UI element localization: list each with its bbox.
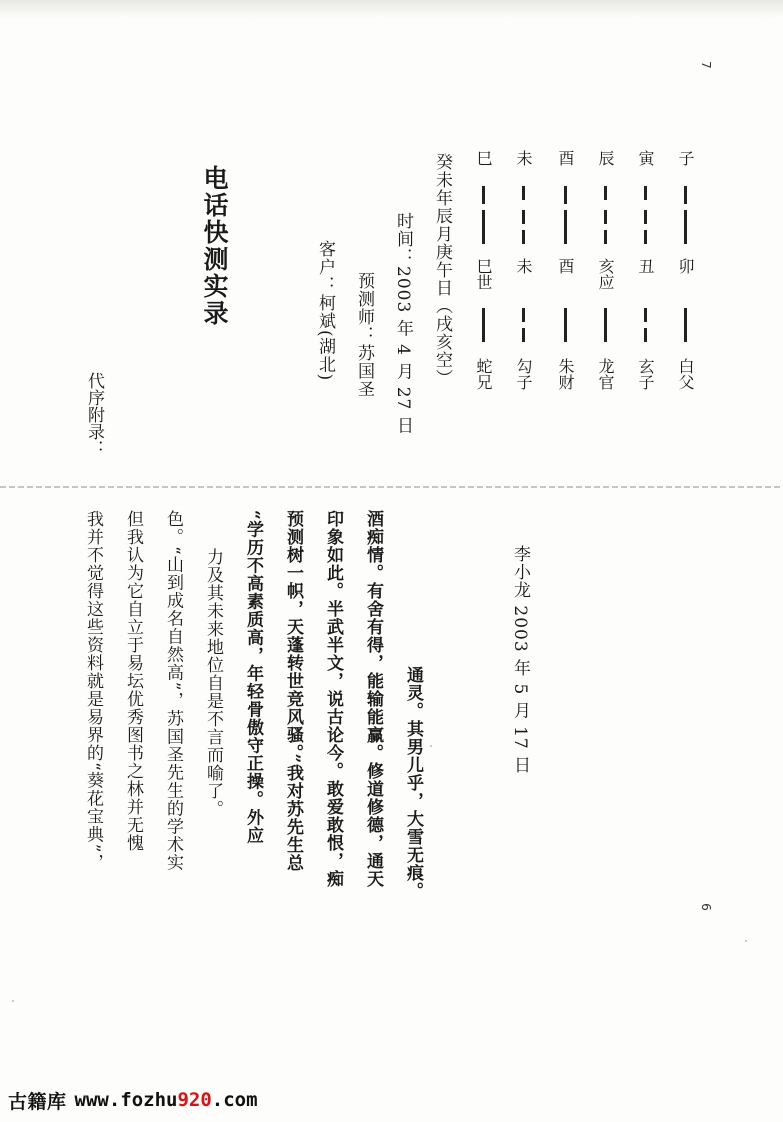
hexagram-branch: 辰: [596, 150, 615, 166]
hexagram-mark: 亥应: [596, 258, 615, 290]
poem-line-3: 印象如此。半武半文，说古论今。敢爱敢恨，痴: [323, 510, 343, 888]
time-line: 时间：2003 年 4 月 27 日: [393, 212, 413, 435]
poem-line-2: 预测树一帜，天蓬转世竞风骚。”我对苏先生总: [283, 510, 303, 873]
scan-shadow: [0, 0, 783, 18]
hexagram-branch: 巳: [474, 150, 493, 166]
poem-line-1: “学历不高素质高，年轻骨傲守正操。外应: [243, 510, 263, 845]
hexagram-branch: 未: [514, 150, 533, 166]
hexagram-line: [684, 186, 687, 204]
hexagram-branch: 酉: [556, 150, 575, 166]
watermark-domain-suffix: .com: [211, 1089, 258, 1111]
hexagram-spirit: 蛇兄: [474, 358, 493, 390]
hexagram-mark: 巳世: [474, 258, 493, 290]
hexagram-line: [604, 186, 607, 204]
hexagram-spirit: 龙官: [596, 358, 615, 390]
page-fold: [0, 486, 783, 488]
page-number-bottom: 6: [698, 903, 713, 911]
hexagram-branch: 子: [676, 150, 695, 166]
signature: 李小龙 2003 年 5 月 17 日: [510, 545, 530, 775]
preface-title: 代序附录：: [84, 372, 104, 457]
page-title: 电话快测实录: [200, 165, 229, 327]
hexagram-spirit: 勾子: [514, 358, 533, 390]
hexagram-line: [644, 308, 647, 342]
scan-speck: [12, 1000, 14, 1002]
client-line: 客户：柯斌(湖北): [315, 240, 335, 382]
page-number-top: 7: [698, 61, 713, 69]
hexagram-line: [482, 210, 485, 244]
watermark-name: 古籍库: [8, 1090, 67, 1113]
hexagram-branch: 寅: [636, 150, 655, 166]
hexagram-spirit: 朱财: [556, 358, 575, 390]
watermark-domain-number: 920: [177, 1089, 212, 1111]
poem-line-5: 通灵。其男儿乎，大雪无痕。: [403, 666, 423, 900]
hexagram-spirit: 玄子: [636, 358, 655, 390]
hexagram-line: [522, 210, 525, 244]
hexagram-line: [684, 308, 687, 342]
hexagram-line: [482, 308, 485, 342]
hexagram-line: [564, 210, 567, 244]
paragraph-line-3: 色。“山到成名自然高”，苏国圣先生的学术实: [163, 510, 183, 872]
hexagram-line: [684, 210, 687, 244]
hexagram-mark: 丑: [636, 258, 655, 274]
scan-speck: [430, 745, 432, 747]
hexagram-line: [522, 186, 525, 204]
watermark-domain-prefix: www.fozhu: [74, 1089, 178, 1111]
hexagram-line: [604, 308, 607, 342]
forecaster-line: 预测师：苏国圣: [354, 272, 374, 398]
hexagram-mark: 未: [514, 258, 533, 274]
hexagram-line: [522, 308, 525, 342]
watermark-domain: [75, 1089, 258, 1111]
hexagram-line: [564, 186, 567, 204]
hexagram-mark: 卯: [676, 258, 695, 274]
hexagram-line: [644, 186, 647, 204]
paragraph-line-2: 但我认为它自立于易坛优秀图书之林并无愧: [123, 510, 143, 852]
scan-speck: [745, 940, 747, 942]
hexagram-line: [604, 210, 607, 244]
hexagram-line: [564, 308, 567, 342]
hexagram-line: [644, 210, 647, 244]
paragraph-line-1: 我并不觉得这些资料就是易界的“葵花宝典”，: [83, 510, 103, 872]
site-watermark: [0, 1080, 308, 1120]
hexagram-line: [482, 186, 485, 204]
hexagram-mark: 酉: [556, 258, 575, 274]
paragraph-line-4: 力及其未来地位自是不言而喻了。: [203, 548, 223, 818]
ganzhi-line: 癸未年辰月庚午日（戌亥空）: [432, 153, 452, 387]
hexagram-spirit: 白父: [676, 358, 695, 390]
poem-line-4: 酒痴情。有舍有得，能输能赢。修道修德，通天: [363, 510, 383, 888]
